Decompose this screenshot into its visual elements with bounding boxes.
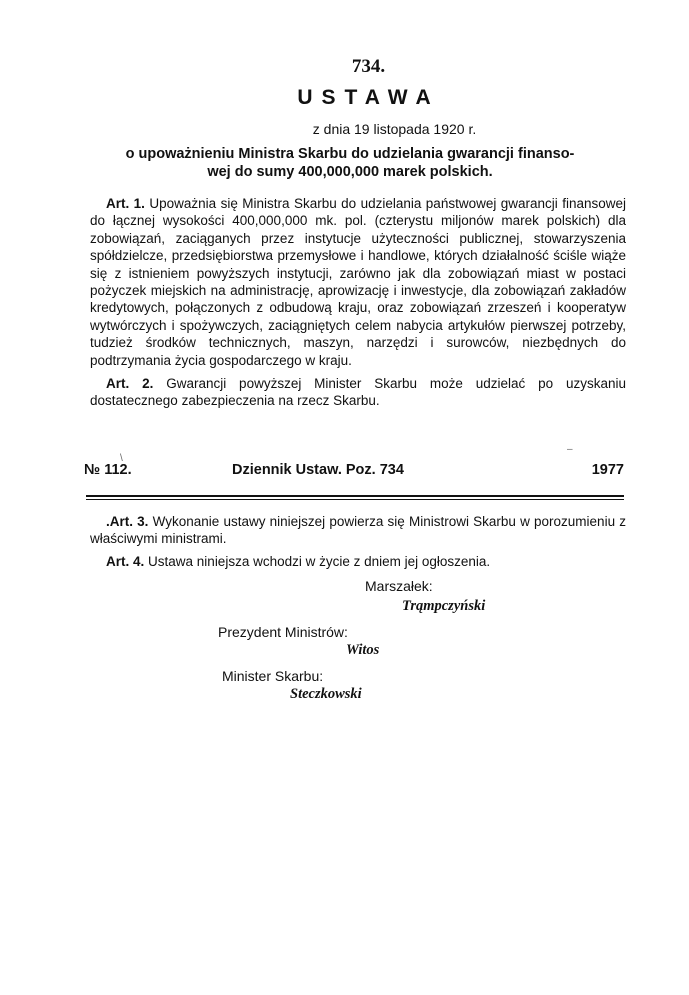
act-subject-line-1: o upoważnieniu Ministra Skarbu do udzielania gwarancji finanso-: [125, 146, 575, 162]
signature-name-treasury-minister: Steczkowski: [290, 686, 362, 702]
article-2-label: Art. 2.: [106, 376, 154, 391]
article-4: [90, 553, 626, 570]
article-2: [90, 375, 626, 410]
article-2-text: Gwarancji powyższej Minister Skarbu może udzielać po uzyskaniu dostatecznego zabezpieczenia na rzecz Skarbu.: [90, 376, 626, 409]
article-1-label: Art. 1.: [106, 196, 145, 211]
article-1-text: Upoważnia się Ministra Skarbu do udzielania państwowej gwarancji finansowej do łącznej wysokości 400,000,000 mk. pol. (czterystu miljonów marek polskich) dla zobowiązań, zaciąganych przez instytucje użyteczności publicznej, stowarzyszenia spółdzielcze, przedsiębiorstwa przemysłowe i handlowe, których działalność ściśle wiąże się z istnieniem powyższych instytucji, zarówno jak dla zobowiązań miast w postaci pożyczek miejskich na administrację, aprowizację i inwestycje, dla zobowiązań zakładów kredytowych, połączonych z odbudową kraju, oraz zobowiązań zrzeszeń i kooperatyw wytwórczych i spożywczych, zaciągniętych celem nabycia artykułów pierwszej potrzeby, tudzież środków technicznych, maszyn, narzędzi i surowców, niezbędnych do podtrzymania życia gospodarczego w kraju.: [90, 196, 626, 368]
scan-mark: –: [567, 444, 573, 455]
journal-title: Dziennik Ustaw. Poz. 734: [232, 462, 404, 478]
article-1: [90, 195, 626, 369]
article-4-label: Art. 4.: [106, 554, 145, 569]
running-header: [84, 462, 624, 486]
act-subject-line-2: wej do sumy 400,000,000 marek polskich.: [207, 164, 493, 180]
signature-name-marshal: Trąmpczyński: [402, 598, 486, 614]
signature-name-prime-minister: Witos: [346, 642, 380, 658]
signature-role-prime-minister: Prezydent Ministrów:: [218, 624, 348, 640]
journal-page-number: 1977: [591, 462, 624, 478]
act-subject: [70, 145, 630, 181]
article-4-text: Ustawa niniejsza wchodzi w życie z dniem jej ogłoszenia.: [148, 554, 491, 569]
article-3-label: .Art. 3.: [106, 514, 149, 529]
page-number: 734.: [351, 56, 386, 77]
act-date: z dnia 19 listopada 1920 r.: [312, 121, 477, 137]
header-rule-thin: [86, 499, 624, 500]
act-title: USTAWA: [297, 86, 440, 109]
article-3: [90, 513, 626, 548]
article-3-text: Wykonanie ustawy niniejszej powierza się Ministrowi Skarbu w porozumieniu z właściwymi ministrami.: [90, 514, 626, 547]
header-rule: [86, 495, 624, 497]
scan-mark: \: [120, 453, 123, 464]
signature-role-marshal: Marszałek:: [365, 578, 433, 594]
issue-number: № 112.: [84, 462, 132, 478]
signature-role-treasury-minister: Minister Skarbu:: [222, 668, 324, 684]
